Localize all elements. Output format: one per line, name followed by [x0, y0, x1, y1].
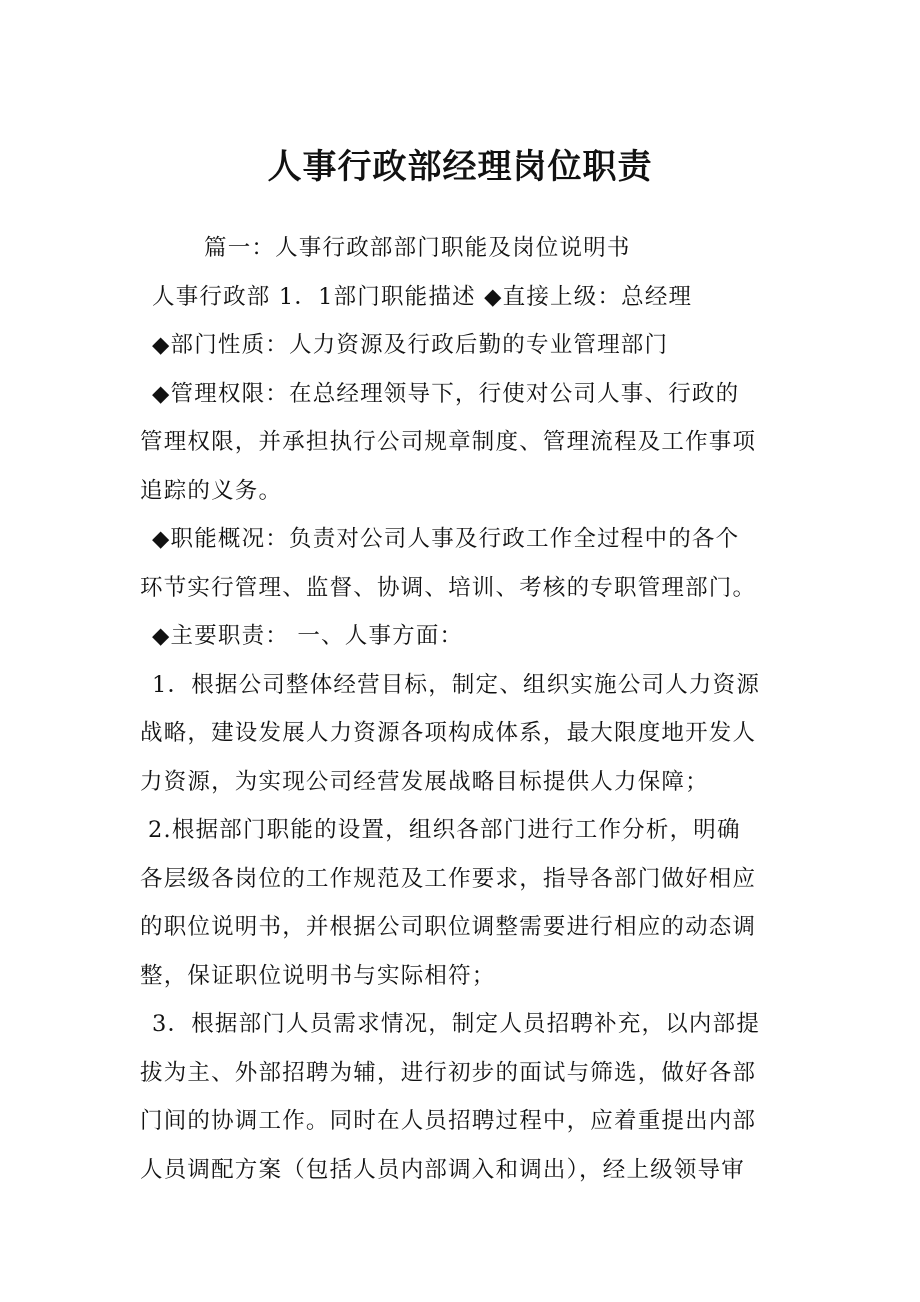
paragraph-line: 的职位说明书，并根据公司职位调整需要进行相应的动态调	[140, 914, 757, 940]
paragraph-line: ◆职能概况：负责对公司人事及行政工作全过程中的各个	[152, 526, 740, 552]
paragraph-line: 各层级各岗位的工作规范及工作要求，指导各部门做好相应	[140, 865, 757, 892]
paragraph-line: 追踪的义务。	[140, 477, 283, 504]
paragraph-line: 战略，建设发展人力资源各项构成体系，最大限度地开发人	[140, 720, 757, 746]
paragraph-line: ◆主要职责： 一、人事方面：	[152, 623, 464, 649]
paragraph-line: ◆管理权限：在总经理领导下，行使对公司人事、行政的	[152, 380, 740, 407]
paragraph-line: 人员调配方案（包括人员内部调入和调出），经上级领导审	[140, 1156, 745, 1183]
paragraph-line: 力资源，为实现公司经营发展战略目标提供人力保障；	[140, 768, 709, 795]
paragraph-line: 1．根据公司整体经营目标，制定、组织实施公司人力资源	[152, 671, 761, 698]
paragraph-line: 2.根据部门职能的设置，组织各部门进行工作分析，明确	[148, 817, 741, 843]
document-body	[140, 224, 790, 1194]
paragraph-line: ◆部门性质：人力资源及行政后勤的专业管理部门	[152, 332, 669, 358]
paragraph-line: 整，保证职位说明书与实际相符；	[140, 962, 496, 989]
paragraph-line: 管理权限，并承担执行公司规章制度、管理流程及工作事项	[140, 429, 757, 455]
paragraph-line: 环节实行管理、监督、协调、培训、考核的专职管理部门。	[140, 574, 757, 601]
section-heading: 篇一：人事行政部部门职能及岗位说明书	[204, 235, 631, 261]
paragraph-line: 拔为主、外部招聘为辅，进行初步的面试与筛选，做好各部	[140, 1059, 757, 1086]
document-title: 人事行政部经理岗位职责	[267, 147, 653, 187]
paragraph-line: 人事行政部 1．1部门职能描述 ◆直接上级：总经理	[152, 283, 693, 310]
paragraph-line: 3．根据部门人员需求情况，制定人员招聘补充，以内部提	[152, 1011, 761, 1037]
paragraph-line: 门间的协调工作。同时在人员招聘过程中，应着重提出内部	[140, 1108, 757, 1134]
